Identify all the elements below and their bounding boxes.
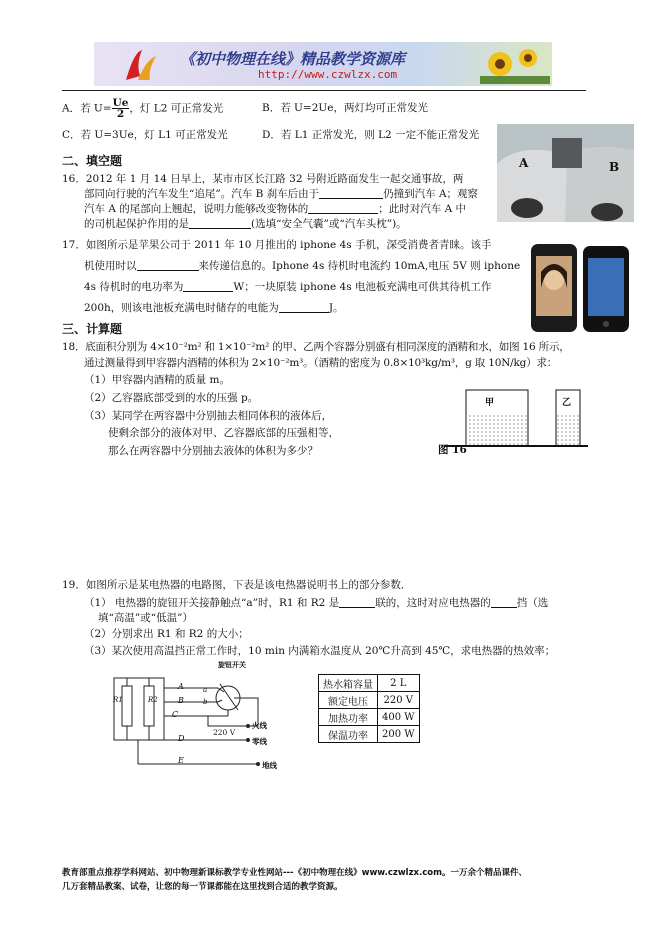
- section-fill-in: 二、填空题: [62, 154, 123, 168]
- voltage-label: 220 V: [213, 728, 236, 737]
- figure-16-caption: 图 16: [438, 444, 467, 456]
- container-jia-label: 甲: [485, 398, 495, 408]
- node-c-label: C: [172, 710, 179, 719]
- param-name: 保温功率: [319, 726, 378, 743]
- param-name: 热水箱容量: [319, 675, 378, 692]
- table-row: [319, 726, 420, 743]
- car-collision-photo: [497, 124, 634, 222]
- r2-label: R2: [148, 696, 158, 704]
- q17-line1: 17．如图所示是苹果公司于 2011 年 10 月推出的 iphone 4s 手机，深受消费者青睐。该手: [62, 239, 492, 251]
- node-e-label: E: [178, 756, 184, 765]
- table-row: [319, 675, 420, 692]
- iphone-photo: [527, 242, 633, 334]
- section-calculation: 三、计算题: [62, 322, 123, 336]
- container-yi-label: 乙: [562, 398, 572, 408]
- q16-line2: 部同向行驶的汽车发生“追尾”。汽车 B 刹车后由于 仍撞到汽车 A；观察: [84, 188, 479, 200]
- q16-line1: 16．2012 年 1 月 14 日早上，某市市区长江路 32 号附近路面发生一起交通事故，两: [62, 173, 464, 185]
- car-label-b: B: [609, 160, 620, 174]
- q17-line3: 4s 待机时的电功率为 W；一块原装 iphone 4s 电池板充满电可供其待机工作: [84, 281, 492, 293]
- sunflower-image: [480, 44, 550, 84]
- q19-item1-cont: 填“高温”或“低温”）: [98, 612, 193, 624]
- param-value: 400 W: [378, 709, 420, 726]
- q17-line4: 200h，则该电池板充满电时储存的电能为 J。: [84, 302, 344, 314]
- table-row: [319, 709, 420, 726]
- option-b: B．若 U=2Ue，两灯均可正常发光: [262, 102, 428, 114]
- q18-item2: （2）乙容器底部受到的水的压强 p。: [84, 392, 259, 404]
- q18-item3: （3）某同学在两容器中分别抽去相同体积的液体后，: [84, 410, 333, 422]
- car-label-a: A: [519, 156, 529, 170]
- banner-url[interactable]: http://www.czwlzx.com: [258, 68, 398, 81]
- contact-b-label: b: [203, 698, 208, 706]
- ground-wire-label: 地线: [262, 761, 277, 770]
- table-row: [319, 692, 420, 709]
- option-c: C．若 U=3Ue，灯 L1 可正常发光: [62, 129, 228, 141]
- contact-a-label: a: [203, 686, 208, 694]
- neutral-wire-label: 零线: [252, 737, 267, 746]
- option-d: D．若 L1 正常发光，则 L2 一定不能正常发光: [262, 129, 480, 141]
- heater-circuit-diagram: [108, 660, 288, 775]
- q17-line2: 机使用时以 来传递信息的。Iphone 4s 待机时电流约 10mA,电压 5V 则 iphone: [84, 260, 521, 272]
- node-d-label: D: [178, 734, 185, 743]
- q18-item1: （1）甲容器内酒精的质量 m。: [84, 374, 230, 386]
- node-a-label: A: [178, 682, 184, 691]
- q19-line1: 19．如图所示是某电热器的电路图，下表是该电热器说明书上的部分参数．: [62, 579, 412, 591]
- q18-item3-cont2: 那么在两容器中分别抽去液体的体积为多少？: [108, 445, 318, 457]
- banner-title: 《初中物理在线》精品教学资源库: [180, 50, 406, 68]
- option-a: A．若 U= $\frac{Ue}{2}$ ，灯 L2 可正常发光: [62, 97, 224, 120]
- param-value: 200 W: [378, 726, 420, 743]
- param-name: 额定电压: [319, 692, 378, 709]
- live-wire-label: 火线: [252, 721, 267, 730]
- q18-line1: 18．底面积分别为 4×10⁻²m² 和 1×10⁻²m² 的甲、乙两个容器分别盛有相同深度的酒精和水，如图 16 所示，: [62, 341, 570, 353]
- header-rule: [62, 90, 586, 91]
- rotary-switch-label: 旋钮开关: [218, 660, 246, 669]
- q16-line4: 的司机起保护作用的是 (选填“安全气囊”或“汽车头枕”)。: [84, 218, 407, 230]
- site-logo: [120, 46, 160, 84]
- footer-line2: 几万套精品教案、试卷，让您的每一节课都能在这里找到合适的教学资源。: [62, 882, 343, 892]
- q16-line3: 汽车 A 的尾部向上翘起，说明力能够改变物体的 ；此时对汽车 A 中: [84, 203, 467, 215]
- r1-label: R1: [113, 696, 123, 704]
- q19-item2: （2）分别求出 R1 和 R2 的大小；: [84, 628, 249, 640]
- footer-line1: 教育部重点推荐学科网站、初中物理新课标教学专业性网站---《初中物理在线》www.czwlzx.com。一万余个精品课件、: [62, 868, 527, 878]
- q18-item3-cont1: 使剩余部分的液体对甲、乙容器底部的压强相等，: [108, 427, 339, 439]
- q19-item3: （3）某次使用高温挡正常工作时，10 min 内满箱水温度从 20℃升高到 45℃，求电热器的热效率；: [84, 645, 556, 657]
- q19-item1: （1） 电热器的旋钮开关接静触点“a”时，R1 和 R2 是 联的，这时对应电热器的 挡（选: [84, 597, 549, 609]
- param-value: 2 L: [378, 675, 420, 692]
- param-name: 加热功率: [319, 709, 378, 726]
- q18-line2: 通过测量得到甲容器内酒精的体积为 2×10⁻²m³。（酒精的密度为 0.8×10³kg/m³，g 取 10N/kg）求：: [84, 357, 558, 369]
- node-b-label: B: [178, 696, 184, 705]
- heater-spec-table: [318, 674, 420, 743]
- param-value: 220 V: [378, 692, 420, 709]
